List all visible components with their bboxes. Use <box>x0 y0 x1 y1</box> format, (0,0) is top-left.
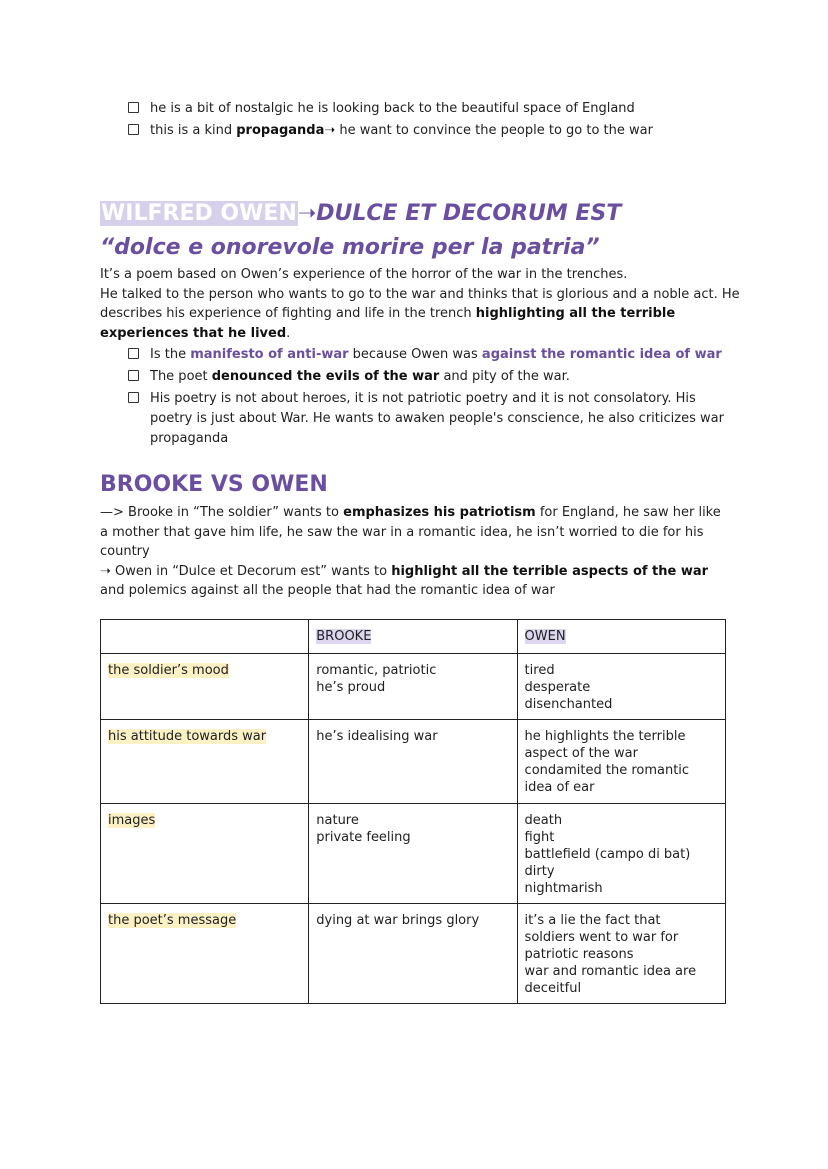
poem-title: DULCE ET DECORUM EST <box>316 201 622 226</box>
list-item: His poetry is not about heroes, it is not patriotic poetry and it is not consolatory. His poetry is just about War. He wants to awaken people's conscience, he also criticizes war propaganda <box>128 389 728 449</box>
table-row <box>101 804 726 904</box>
owen-cell: it’s a lie the fact that soldiers went to war for patriotic reasons war and romantic idea are deceitful <box>517 904 725 1004</box>
comparison-table <box>100 619 726 1004</box>
list-item: Is the manifesto of anti-war because Owen was against the romantic idea of war <box>128 345 728 365</box>
row-label: images <box>101 804 309 904</box>
brooke-cell: he’s idealising war <box>309 720 517 804</box>
table-row <box>101 904 726 1004</box>
header-cell: BROOKE <box>309 620 517 654</box>
comparison-heading: BROOKE VS OWEN <box>100 472 328 497</box>
owen-paragraph: It’s a poem based on Owen’s experience of the horror of the war in the trenches. He talked to the person who wants to go to the war and thinks that is glorious and a noble act. He describes his experience of fighting and life in the trench highlighting all the terrible experiences that he lived. <box>100 267 740 341</box>
row-label: the soldier’s mood <box>101 654 309 720</box>
owen-cell: death fight battlefield (campo di bat) dirty nightmarish <box>517 804 725 904</box>
owen-subtitle: “dolce e onorevole morire per la patria” <box>100 235 600 260</box>
list-item: this is a kind propaganda➝ he want to convince the people to go to the war <box>128 121 738 141</box>
list-item: he is a bit of nostalgic he is looking back to the beautiful space of England <box>128 99 738 119</box>
top-checklist <box>128 99 738 141</box>
checkbox[interactable] <box>128 392 139 403</box>
header-cell <box>101 620 309 654</box>
header-cell: OWEN <box>517 620 725 654</box>
poet-name: WILFRED OWEN <box>101 201 297 226</box>
row-label: his attitude towards war <box>101 720 309 804</box>
brooke-cell: dying at war brings glory <box>309 904 517 1004</box>
checkbox[interactable] <box>128 370 139 381</box>
table-row <box>101 720 726 804</box>
checkbox[interactable] <box>128 348 139 359</box>
table-row <box>101 654 726 720</box>
table-header-row <box>101 620 726 654</box>
row-label: the poet’s message <box>101 904 309 1004</box>
owen-cell: he highlights the terrible aspect of the war condamited the romantic idea of ear <box>517 720 725 804</box>
owen-checklist <box>128 345 728 449</box>
brooke-cell: nature private feeling <box>309 804 517 904</box>
owen-cell: tired desperate disenchanted <box>517 654 725 720</box>
checkbox[interactable] <box>128 124 139 135</box>
list-item: The poet denounced the evils of the war and pity of the war. <box>128 367 728 387</box>
brooke-cell: romantic, patriotic he’s proud <box>309 654 517 720</box>
owen-heading <box>100 199 621 229</box>
checkbox[interactable] <box>128 102 139 113</box>
arrow-icon: ➝ <box>297 201 317 226</box>
comparison-paragraph: —> Brooke in “The soldier” wants to emphasizes his patriotism for England, he saw her like a mother that gave him life, he saw the war in a romantic idea, he isn’t worried to die for his country ➝ Owen in “Dulce et Decorum est” wants to highlight all the terrible aspects of the war and polemics against all the people that had the romantic idea of war <box>100 505 721 598</box>
